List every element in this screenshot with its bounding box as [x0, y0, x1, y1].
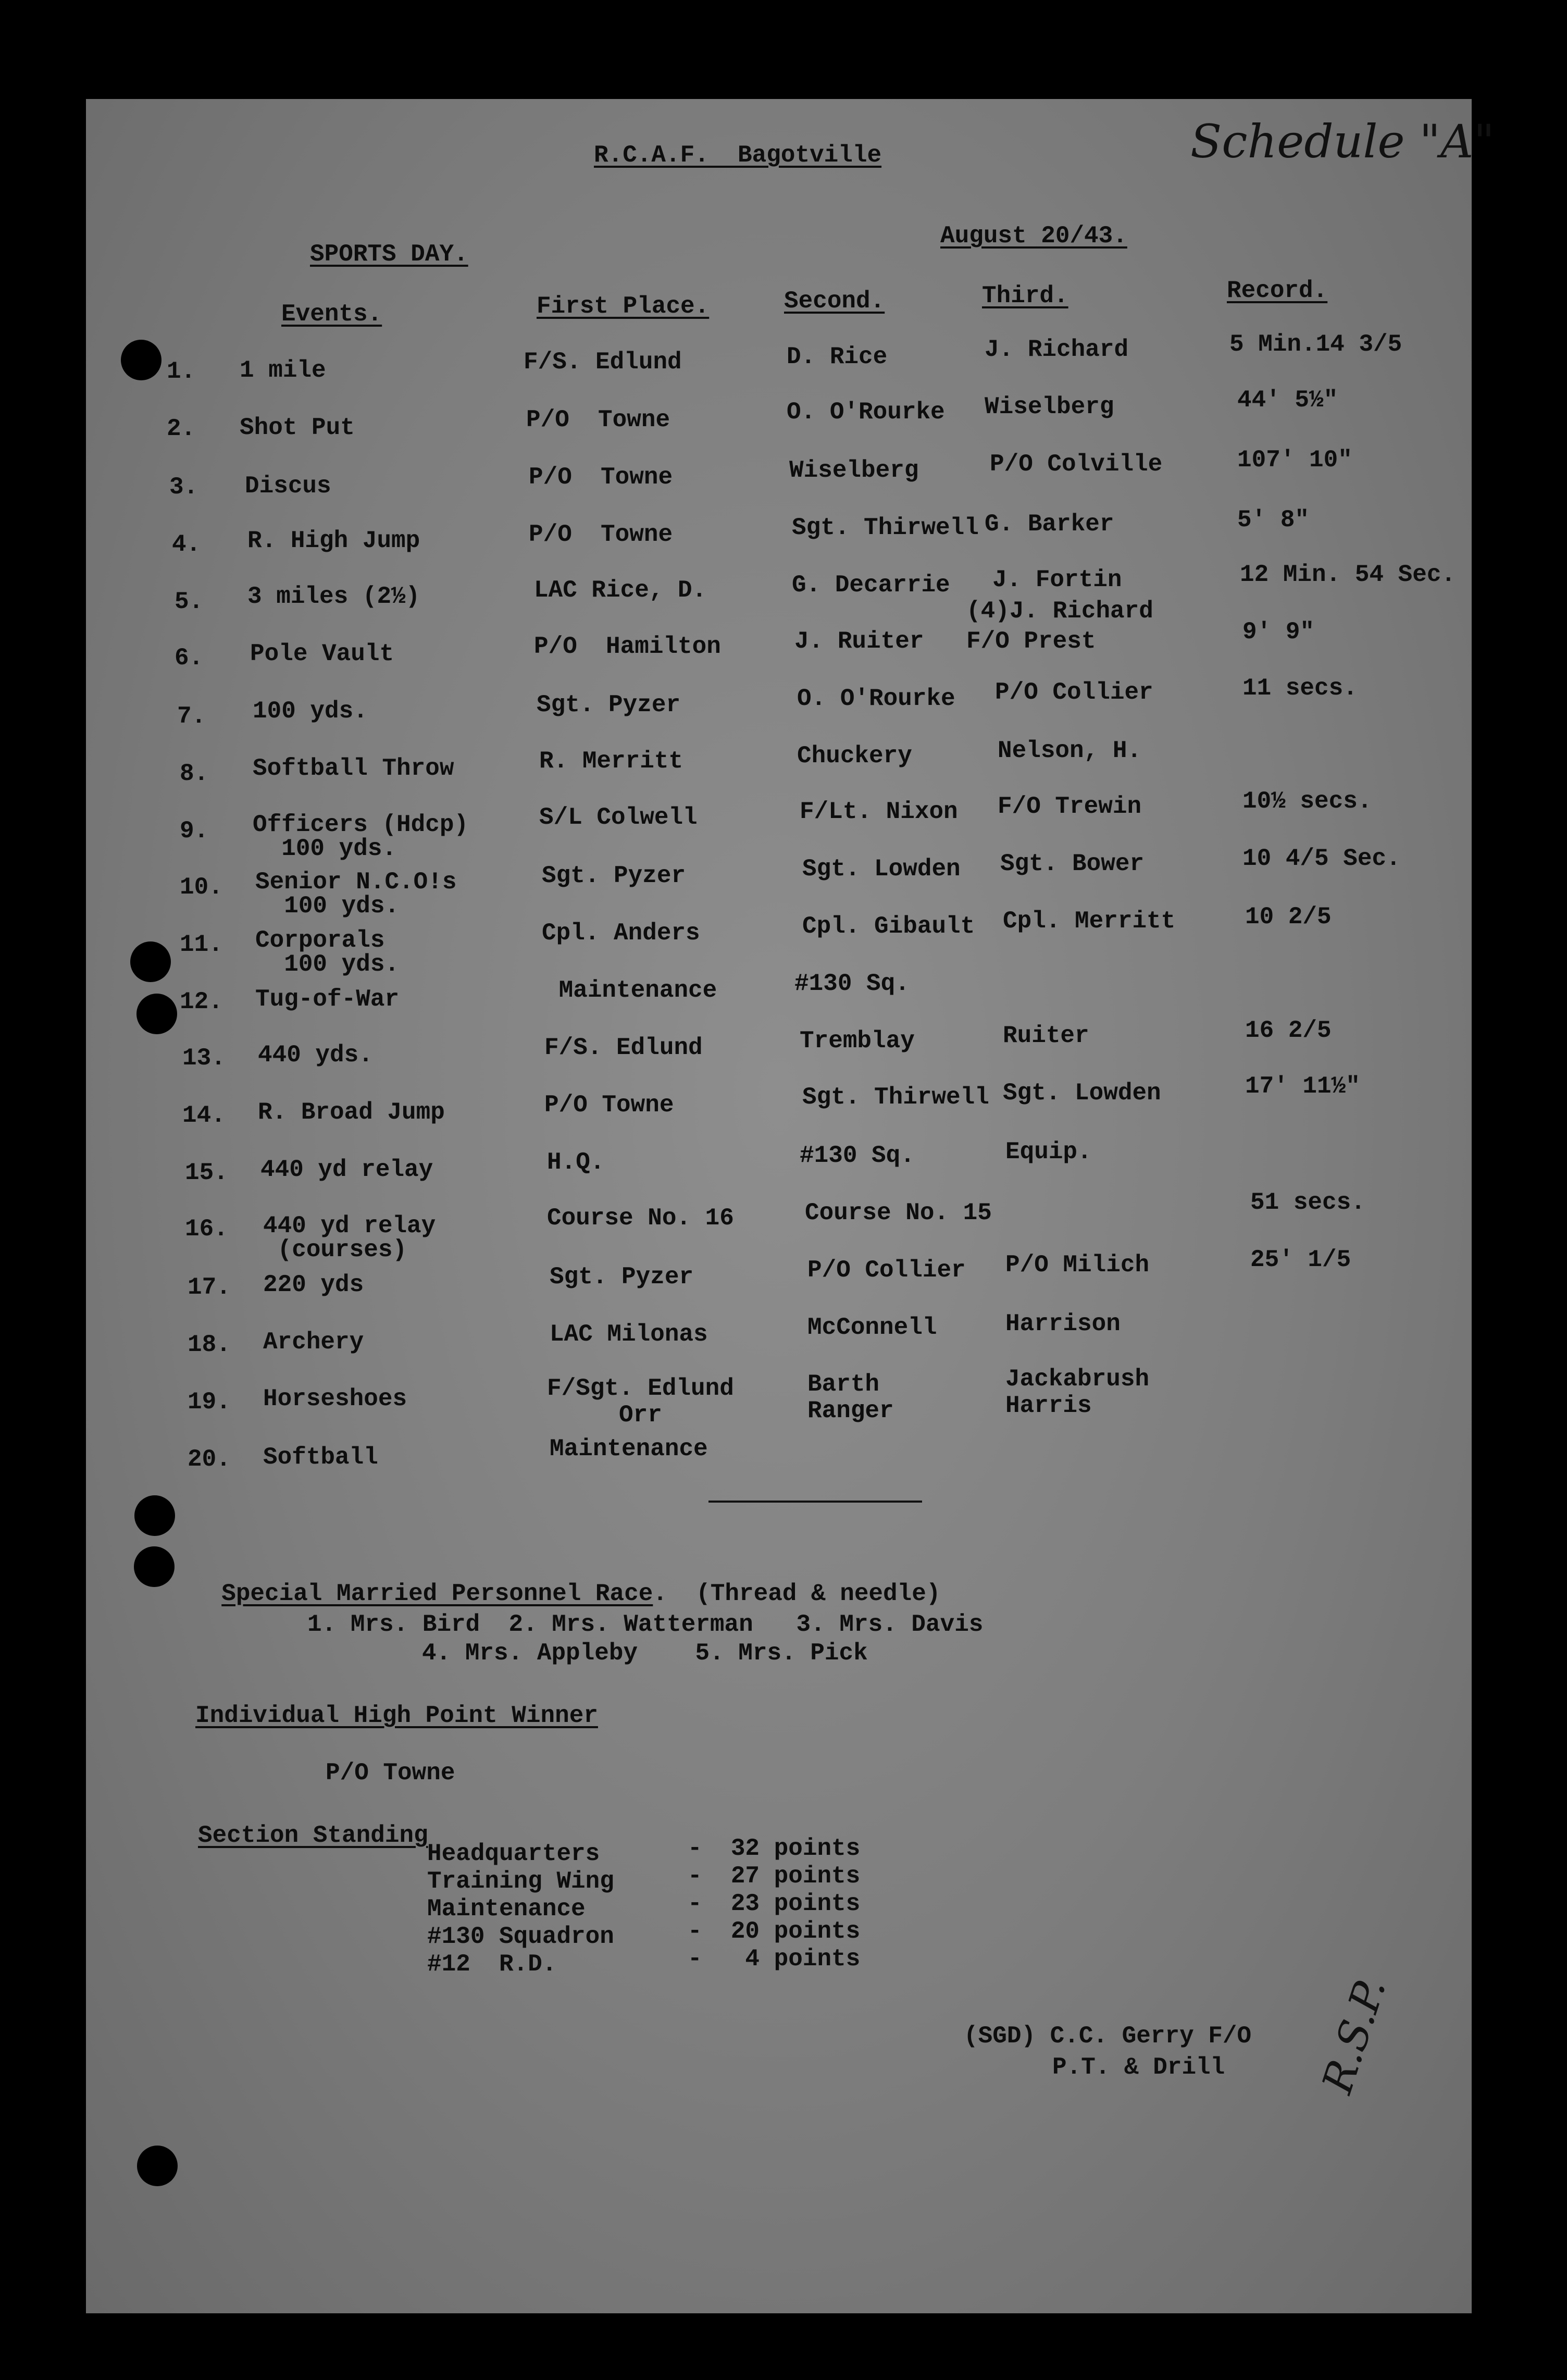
- punch-hole-3: [136, 994, 177, 1034]
- event-name: Horseshoes: [263, 1385, 407, 1412]
- third-place: Equip.: [1005, 1138, 1092, 1166]
- section-points: - 4 points: [688, 1945, 861, 1973]
- third-place: G. Barker: [985, 511, 1114, 538]
- first-place: F/S. Edlund: [524, 349, 682, 376]
- high-point-title: Individual High Point Winner: [195, 1702, 598, 1729]
- special-race-line-2: 4. Mrs. Appleby 5. Mrs. Pick: [422, 1640, 868, 1667]
- second-place: #130 Sq.: [800, 1142, 915, 1169]
- column-events: Events.: [281, 301, 382, 328]
- special-race-note: . (Thread & needle): [653, 1580, 941, 1607]
- first-place: P/O Towne: [544, 1092, 674, 1119]
- signature-line-2: P.T. & Drill: [1052, 2054, 1225, 2081]
- event-name: 220 yds: [263, 1271, 364, 1298]
- first-place: Maintenance: [544, 977, 717, 1004]
- schedule-note: Schedule "A": [1190, 115, 1495, 168]
- event-number: 11.: [180, 931, 223, 958]
- signature-line-1: (SGD) C.C. Gerry F/O: [964, 2023, 1252, 2050]
- column-first-place: First Place.: [537, 293, 710, 320]
- column-second: Second.: [784, 288, 885, 315]
- event-name: Senior N.C.O!s 100 yds.: [255, 869, 457, 920]
- first-place: H.Q.: [547, 1149, 605, 1176]
- unit-heading: R.C.A.F. Bagotville: [594, 142, 882, 169]
- section-points: - 23 points: [688, 1890, 861, 1917]
- record: 11 secs.: [1242, 675, 1358, 702]
- section-points: - 32 points: [688, 1835, 861, 1862]
- first-place: Maintenance: [550, 1435, 708, 1462]
- third-place: Harrison: [1005, 1310, 1121, 1337]
- third-place: Sgt. Bower: [1000, 850, 1145, 877]
- event-number: 5.: [175, 588, 204, 615]
- punch-hole-2: [130, 941, 171, 982]
- record: 9' 9": [1242, 618, 1315, 646]
- first-place: P/O Towne: [526, 406, 670, 433]
- document-title: SPORTS DAY.: [310, 241, 468, 268]
- first-place: LAC Rice, D.: [534, 577, 707, 604]
- event-name: Archery: [263, 1329, 364, 1356]
- third-place: Cpl. Merritt: [1003, 908, 1176, 935]
- first-place: Course No. 16: [547, 1205, 734, 1232]
- event-name: R. Broad Jump: [258, 1099, 445, 1126]
- second-place: O. O'Rourke: [787, 399, 945, 426]
- second-place: P/O Collier: [807, 1257, 966, 1284]
- event-name: R. High Jump: [247, 527, 420, 554]
- event-number: 3.: [169, 474, 198, 501]
- event-name: Corporals 100 yds.: [255, 927, 400, 978]
- record: 10 4/5 Sec.: [1242, 845, 1401, 872]
- first-place: P/O Towne: [529, 464, 673, 491]
- record: 44' 5½": [1237, 387, 1338, 414]
- event-number: 8.: [180, 760, 209, 787]
- first-place: F/S. Edlund: [544, 1034, 703, 1061]
- record: 5 Min.14 3/5: [1229, 331, 1402, 358]
- event-number: 2.: [167, 415, 196, 442]
- event-number: 14.: [182, 1102, 226, 1129]
- special-race-line-1: 1. Mrs. Bird 2. Mrs. Watterman 3. Mrs. Davis: [307, 1611, 984, 1638]
- second-place: Sgt. Thirwell: [802, 1084, 989, 1111]
- second-place: O. O'Rourke: [797, 685, 955, 712]
- event-name: 440 yd relay: [260, 1156, 433, 1183]
- third-place: P/O Milich: [1005, 1251, 1150, 1279]
- section-name: #130 Squadron: [427, 1923, 614, 1950]
- event-number: 16.: [185, 1216, 228, 1243]
- third-place: Wiselberg: [985, 393, 1114, 420]
- event-number: 18.: [188, 1331, 231, 1358]
- record: 10½ secs.: [1242, 788, 1372, 815]
- special-race-title: Special Married Personnel Race: [221, 1580, 653, 1607]
- first-place: S/L Colwell: [539, 804, 698, 831]
- punch-hole-4: [134, 1495, 175, 1536]
- column-record: Record.: [1227, 277, 1328, 304]
- third-place: Ruiter: [1003, 1022, 1089, 1049]
- record: 25' 1/5: [1250, 1246, 1351, 1273]
- record: 17' 11½": [1245, 1073, 1360, 1100]
- record: 5' 8": [1237, 506, 1310, 534]
- record: 51 secs.: [1250, 1189, 1365, 1216]
- third-place: F/O Trewin: [998, 793, 1142, 820]
- record: 10 2/5: [1245, 903, 1332, 931]
- event-name: 440 yds.: [258, 1042, 373, 1069]
- event-name: 1 mile: [240, 357, 326, 384]
- event-number: 6.: [175, 644, 204, 672]
- event-number: 19.: [188, 1389, 231, 1416]
- section-points: - 20 points: [688, 1918, 861, 1945]
- event-number: 7.: [177, 703, 206, 730]
- event-name: Softball: [263, 1444, 378, 1471]
- first-place: Cpl. Anders: [542, 920, 700, 947]
- punch-hole-1: [121, 340, 161, 380]
- event-number: 15.: [185, 1159, 228, 1186]
- second-place: Sgt. Lowden: [802, 856, 961, 883]
- document-date: August 20/43.: [940, 222, 1127, 250]
- second-place: Course No. 15: [805, 1199, 992, 1226]
- second-place: J. Ruiter: [794, 628, 924, 655]
- third-place: J. Richard: [985, 336, 1129, 363]
- section-name: #12 R.D.: [427, 1951, 557, 1978]
- event-name: 3 miles (2½): [247, 583, 420, 610]
- event-name: Officers (Hdcp) 100 yds.: [253, 811, 469, 862]
- event-number: 12.: [180, 988, 223, 1015]
- third-place: P/O Collier: [995, 679, 1153, 706]
- first-place: LAC Milonas: [550, 1321, 708, 1348]
- third-place: Jackabrush Harris: [1005, 1366, 1150, 1419]
- second-place: Chuckery: [797, 742, 912, 770]
- second-place: Barth Ranger: [807, 1371, 894, 1424]
- third-place: Sgt. Lowden: [1003, 1080, 1161, 1107]
- event-name: Shot Put: [240, 414, 355, 441]
- second-place: D. Rice: [787, 343, 888, 370]
- section-name: Maintenance: [427, 1895, 586, 1923]
- punch-hole-6: [137, 2146, 178, 2186]
- event-name: Tug-of-War: [255, 986, 400, 1013]
- event-name: 100 yds.: [253, 698, 368, 725]
- section-name: Training Wing: [427, 1868, 614, 1895]
- third-place: (4)J. Richard F/O Prest: [966, 598, 1153, 655]
- event-number: 10.: [180, 874, 223, 901]
- first-place: Sgt. Pyzer: [537, 691, 681, 718]
- second-place: Wiselberg: [789, 457, 919, 484]
- second-place: Tremblay: [800, 1027, 915, 1055]
- record: 107' 10": [1237, 447, 1352, 474]
- second-place: G. Decarrie: [792, 572, 950, 599]
- third-place: Nelson, H.: [998, 737, 1142, 764]
- second-place: Cpl. Gibault: [802, 913, 975, 940]
- section-standing-title: Section Standing: [198, 1822, 428, 1849]
- second-place: #130 Sq.: [794, 970, 910, 997]
- third-place: P/O Colville: [990, 451, 1163, 478]
- event-number: 20.: [188, 1446, 231, 1473]
- first-place: P/O Towne: [529, 521, 673, 548]
- special-race-heading: [193, 1558, 940, 1606]
- record: 12 Min. 54 Sec.: [1240, 561, 1456, 588]
- second-place: F/Lt. Nixon: [800, 798, 958, 825]
- column-third: Third.: [982, 282, 1068, 309]
- section-points: - 27 points: [688, 1863, 861, 1890]
- event-name: Pole Vault: [250, 640, 394, 667]
- handwritten-initials: R.S.P.: [1313, 1972, 1396, 2099]
- section-divider: [708, 1501, 922, 1503]
- event-name: Discus: [245, 473, 331, 500]
- first-place: P/O Hamilton: [534, 633, 721, 660]
- record: 16 2/5: [1245, 1017, 1332, 1044]
- event-number: 13.: [182, 1045, 226, 1072]
- punch-hole-5: [134, 1546, 175, 1587]
- third-place: J. Fortin: [992, 566, 1122, 593]
- event-name: 440 yd relay (courses): [263, 1212, 436, 1263]
- second-place: Sgt. Thirwell: [792, 514, 979, 541]
- first-place: Sgt. Pyzer: [550, 1263, 694, 1291]
- second-place: McConnell: [807, 1314, 937, 1341]
- first-place: F/Sgt. Edlund Orr: [547, 1375, 734, 1429]
- first-place: R. Merritt: [539, 748, 683, 775]
- event-number: 9.: [180, 817, 209, 845]
- event-name: Softball Throw: [253, 755, 454, 782]
- event-number: 17.: [188, 1274, 231, 1301]
- event-number: 4.: [172, 531, 201, 558]
- first-place: Sgt. Pyzer: [542, 862, 686, 889]
- high-point-winner: P/O Towne: [326, 1759, 455, 1787]
- event-number: 1.: [167, 358, 196, 385]
- section-name: Headquarters: [427, 1840, 600, 1867]
